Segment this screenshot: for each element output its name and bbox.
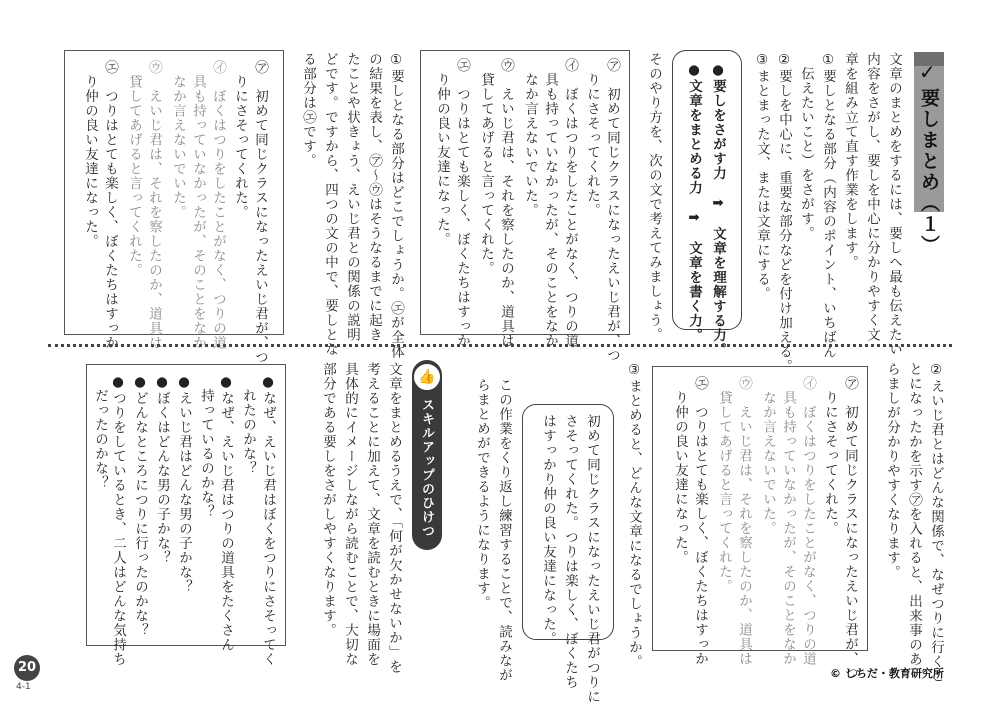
story-line-grey: 貸してあげると言ってくれた。 xyxy=(126,60,142,278)
skillup-line: 具体的にイメージしながら読むことで、大切な xyxy=(342,362,358,667)
question-line: だったのかな？ xyxy=(92,374,108,490)
check-icon: ✓ xyxy=(919,60,936,84)
intro-line: 伝えたいこと）をさがす。 xyxy=(798,52,814,241)
story-line: りにさそってくれた。 xyxy=(584,58,600,218)
story-line: ㋓ つりはとても楽しく、ぼくたちはすっか xyxy=(454,58,470,348)
story-line: ㋐ 初めて同じクラスになったえいじ君が、つ xyxy=(604,58,620,363)
story-line: り仲の良い友達になった。 xyxy=(82,60,98,249)
q1-line: たことや状きょう、えいじ君との関係の説明 xyxy=(344,52,360,342)
question-line: れたのかな？ xyxy=(240,374,256,476)
story-line-grey: ㋑ ぼくはつりをしたことがなく、つりの道 xyxy=(210,60,226,350)
answer-line: 初めて同じクラスになったえいじ君がつりに xyxy=(584,414,600,704)
question-line: ●どんなところにつりに行ったのかな？ xyxy=(132,374,148,638)
skill-item: ●文章をまとめる力 ➡ 文章を書く力。 xyxy=(686,62,702,343)
skill-item: ●要しをさがす力 ➡ 文章を理解する力。 xyxy=(710,62,726,357)
page-title: 要しまとめ（１） xyxy=(918,88,940,256)
story-line-grey: なか言えないでいた。 xyxy=(170,60,186,220)
q3-line: ③まとめると、どんな文章になるでしょうか。 xyxy=(626,362,642,669)
story-line-grey: 具も持っていなかったが、そのことをなか xyxy=(190,60,206,350)
question-line: ●つりをしているとき、二人はどんな気持ち xyxy=(110,374,126,667)
skillup-label: スキルアップのひけつ xyxy=(419,398,434,538)
q1-line: る部分は㋓です。 xyxy=(300,52,316,168)
story-line-grey: ㋒ えいじ君は、それを察したのか、道具は xyxy=(146,60,162,350)
question-line: ●なぜ、えいじ君はつりの道具をたくさん xyxy=(218,374,234,652)
story-line: なか言えないでいた。 xyxy=(522,58,538,218)
story-line: ㋒ えいじ君は、それを察したのか、道具は xyxy=(498,58,514,348)
intro-line: ③まとまった文、または文章にする。 xyxy=(754,52,770,301)
skillup-line: 文章をまとめるうえで、「何が欠かせないか」を xyxy=(386,362,402,675)
story-line: 貸してあげると言ってくれた。 xyxy=(478,58,494,276)
page-number: 20 xyxy=(14,655,40,681)
skillup-line: 考えることに加えて、文章を読むときに場面を xyxy=(364,362,380,667)
q1-line: どです。ですから、四つの文の中で、要しとな xyxy=(322,52,338,357)
story-line: ㋐ 初めて同じクラスになったえいじ君が、つ xyxy=(842,376,858,681)
story-line: ㋓ つりはとても楽しく、ぼくたちはすっか xyxy=(692,376,708,666)
practice-line: この作業をくり返し練習することで、読みなが xyxy=(496,378,512,683)
story-line-grey: りにさそってくれた。 xyxy=(232,60,248,220)
story-line: りにさそってくれた。 xyxy=(822,376,838,536)
q2-line: ②えいじ君とはどんな関係で、なぜつりに行くこ xyxy=(928,362,944,684)
question-line: 持っているのかな？ xyxy=(198,374,214,519)
story-line: ㋓ つりはとても楽しく、ぼくたちはすっか xyxy=(102,60,118,350)
answer-line: はすっかり仲の良い友達になった。 xyxy=(540,414,556,646)
skillup-line: 部分である要しをさがしやすくなります。 xyxy=(320,362,336,638)
story-line-grey: 貸してあげると言ってくれた。 xyxy=(716,376,732,594)
intro-line: 文章のまとめをするには、要しへ最も伝えたい xyxy=(886,52,902,357)
story-line: ㋑ ぼくはつりをしたことがなく、つりの道 xyxy=(562,58,578,348)
question-line: ●なぜ、えいじ君はぼくをつりにさそってく xyxy=(260,374,276,667)
story-line-grey: ㋒ えいじ君は、それを察したのか、道具は xyxy=(736,376,752,666)
story-line-grey: ㋐ 初めて同じクラスになったえいじ君が、つ xyxy=(252,60,268,365)
story-line: 具も持っていなかったが、そのことをなか xyxy=(542,58,558,348)
intro-line: ①要しとなる部分（内容のポイント、いちばん xyxy=(820,52,836,359)
practice-line: らまとめができるようになります。 xyxy=(474,378,490,610)
q1-line: ①要しとなる部分はどこでしょうか。㋓が全体 xyxy=(388,52,404,359)
q2-line: とになったかを示す㋐を入れると、出来事のあ xyxy=(906,362,922,667)
story-line-grey: 具も持っていなかったが、そのことをなか xyxy=(780,376,796,666)
q1-line: の結果を表し、㋐〜㋒はそうなるまでに起き xyxy=(366,52,382,342)
story-line: り仲の良い友達になった。 xyxy=(434,58,450,247)
question-line: ●ぼくはどんな男の子かな？ xyxy=(154,374,170,565)
q2-line: らましが分かりやすくなります。 xyxy=(884,362,900,580)
question-line: ●えいじ君はどんな男の子かな？ xyxy=(176,374,192,594)
story-line: り仲の良い友達になった。 xyxy=(672,376,688,565)
section-divider xyxy=(48,344,952,347)
page-sub: 4-1 xyxy=(16,682,31,692)
story-line-grey: ㋑ ぼくはつりをしたことがなく、つりの道 xyxy=(800,376,816,666)
skills-box xyxy=(672,50,742,330)
instruction: そのやり方を、次の文で考えてみましょう。 xyxy=(646,52,662,342)
story-line-grey: なか言えないでいた。 xyxy=(760,376,776,536)
thumbs-up-icon: 👍 xyxy=(412,362,442,392)
intro-line: 内容をさがし、要しを中心に分かりやすく文 xyxy=(864,52,880,342)
intro-line: ②要しを中心に、重要な部分などを付け加える。 xyxy=(776,52,792,374)
copyright: © しちだ・教育研究所 xyxy=(830,667,944,680)
intro-line: 章を組み立て直す作業をします。 xyxy=(842,52,858,270)
answer-line: さそってくれた。つりは楽しく、ぼくたち xyxy=(562,414,578,690)
